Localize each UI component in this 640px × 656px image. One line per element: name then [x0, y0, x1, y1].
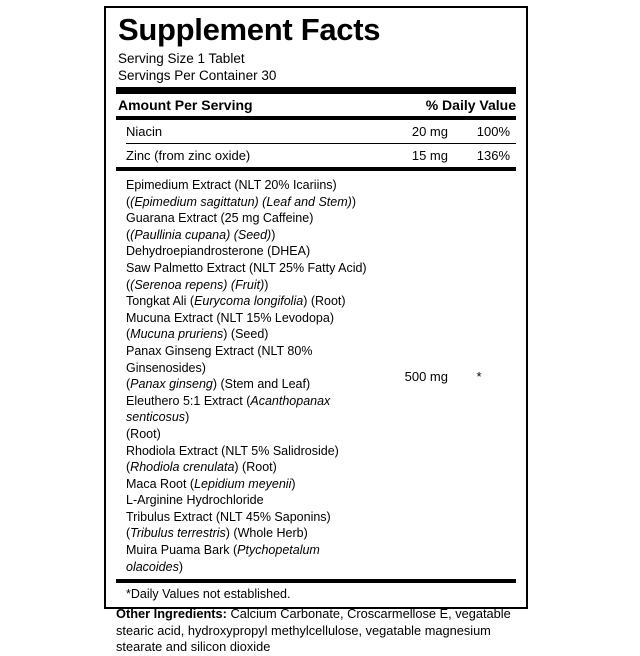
list-item: Tongkat Ali (Eurycoma longifolia) (Root): [126, 294, 346, 309]
other-ingredients-label: Other Ingredients:: [116, 606, 227, 621]
servings-per-container: Servings Per Container 30: [118, 68, 277, 83]
blend-ingredient-list: [126, 177, 378, 575]
list-item: Muira Puama Bark (Ptychopetalum olacoides): [126, 543, 320, 574]
nutrient-name: Niacin: [126, 124, 163, 139]
list-item: (Panax ginseng) (Stem and Leaf): [126, 377, 311, 392]
blend-amount: 500 mg: [404, 368, 448, 384]
list-item: ((Epimedium sagittatun) (Leaf and Stem)): [126, 194, 356, 209]
nutrient-name: Zinc (from zinc oxide): [126, 148, 251, 163]
list-item: Maca Root (Lepidium meyenii): [126, 476, 296, 491]
list-item: L-Arginine Hydrochloride: [126, 493, 264, 508]
table-row: [116, 120, 516, 143]
table-header-row: [116, 94, 516, 116]
list-item: (Root): [126, 426, 161, 441]
supplement-facts-panel: [104, 6, 528, 609]
list-item: Mucuna Extract (NLT 15% Levodopa): [126, 310, 334, 325]
table-row: [116, 144, 516, 167]
list-item: Saw Palmetto Extract (NLT 25% Fatty Acid): [126, 260, 367, 275]
daily-value-header: % Daily Value: [425, 97, 516, 113]
other-ingredients: [116, 606, 536, 656]
proprietary-blend-row: [116, 171, 516, 579]
serving-size: Serving Size 1 Tablet: [118, 51, 245, 66]
list-item: ((Paullinia cupana) (Seed)): [126, 227, 276, 242]
divider-thick-top: [116, 87, 516, 94]
daily-value-footnote: *Daily Values not established.: [126, 587, 291, 602]
list-item: Tribulus Extract (NLT 45% Saponins): [126, 509, 331, 524]
list-item: Epimedium Extract (NLT 20% Icariins): [126, 178, 337, 192]
list-item: Dehydroepiandrosterone (DHEA): [126, 244, 311, 259]
nutrient-amount: 15 mg: [411, 148, 448, 163]
list-item: Guarana Extract (25 mg Caffeine): [126, 211, 314, 226]
panel-title: Supplement Facts: [118, 12, 381, 47]
list-item: (Mucuna pruriens) (Seed): [126, 327, 269, 342]
nutrient-amount: 20 mg: [411, 124, 448, 139]
blend-dv: *: [476, 368, 482, 384]
list-item: (Rhodiola crenulata) (Root): [126, 460, 277, 475]
amount-per-serving-header: Amount Per Serving: [118, 97, 253, 113]
list-item: ((Serenoa repens) (Fruit)): [126, 277, 269, 292]
list-item: Eleuthero 5:1 Extract (Acanthopanax senticosus): [126, 393, 331, 425]
list-item: Rhodiola Extract (NLT 5% Salidroside): [126, 443, 339, 458]
list-item: Panax Ginseng Extract (NLT 80% Ginsenosides): [126, 343, 313, 375]
nutrient-dv: 100%: [476, 124, 510, 139]
nutrient-dv: 136%: [476, 148, 510, 163]
other-ingredients-text: Calcium Carbonate, Croscarmellose E, vegatable stearic acid, hydroxypropyl methylcellulose, vegatable magnesium stearate and silicon dioxide: [116, 606, 511, 654]
list-item: (Tribulus terrestris) (Whole Herb): [126, 526, 308, 541]
